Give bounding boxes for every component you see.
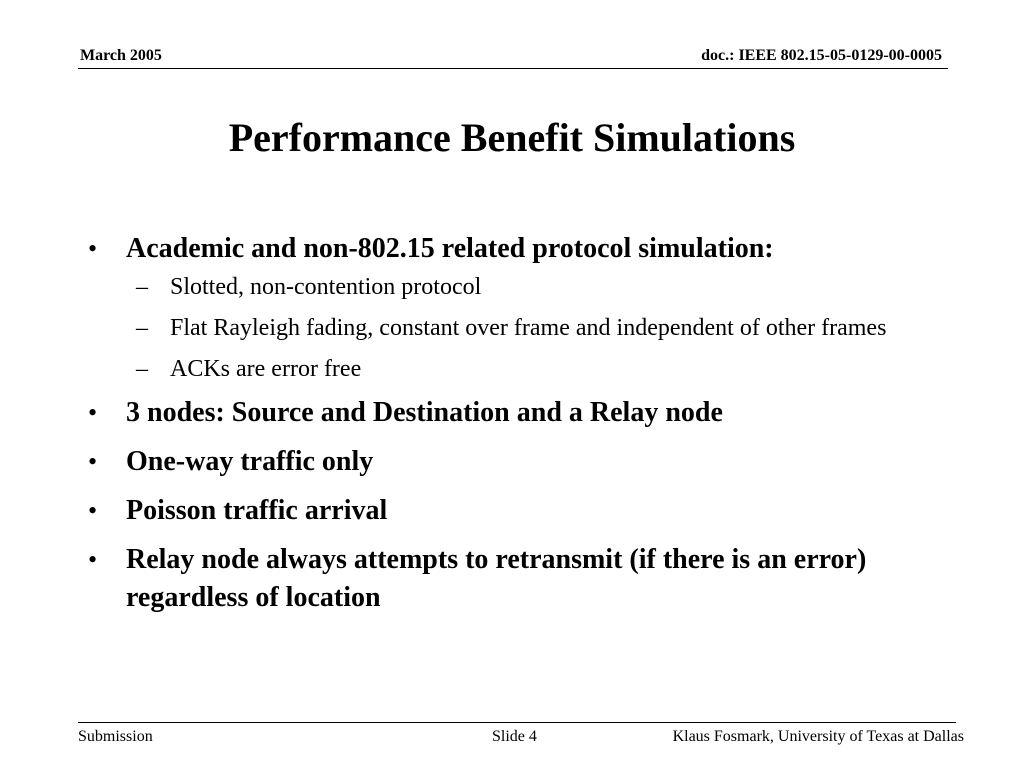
bullet-item (86, 541, 966, 617)
bullet-text: Academic and non-802.15 related protocol simulation: (126, 233, 774, 264)
header-doc-id: doc.: IEEE 802.15-05-0129-00-0005 (701, 47, 942, 64)
dash-icon: – (136, 315, 148, 341)
bullet-icon: • (88, 447, 98, 476)
sub-bullet-item (86, 271, 960, 304)
header-date: March 2005 (80, 47, 162, 64)
bullet-item (86, 492, 956, 530)
bullet-icon: • (88, 545, 98, 574)
sub-bullet-text: Slotted, non-contention protocol (170, 274, 482, 300)
dash-icon: – (136, 356, 148, 382)
sub-bullet-text: ACKs are error free (170, 356, 362, 382)
bullet-text: Relay node always attempts to retransmit (if there is an error) regardless of location (126, 544, 867, 613)
slide-header (78, 46, 948, 69)
sub-bullet-item (86, 353, 960, 386)
bullet-item (86, 443, 956, 481)
footer-slide-number: Slide 4 (492, 728, 537, 745)
sub-bullet-item (86, 312, 960, 345)
footer-rule (78, 722, 956, 723)
bullet-icon: • (88, 496, 98, 525)
bullet-icon: • (88, 234, 98, 263)
bullet-text: One-way traffic only (126, 446, 374, 477)
bullet-item (86, 394, 956, 432)
bullet-icon: • (88, 398, 98, 427)
bullet-text: 3 nodes: Source and Destination and a Relay node (126, 397, 723, 428)
slide-body (86, 230, 956, 628)
footer-submission: Submission (78, 728, 153, 745)
footer-author: Klaus Fosmark, University of Texas at Dallas (672, 728, 964, 745)
bullet-text: Poisson traffic arrival (126, 495, 388, 526)
dash-icon: – (136, 274, 148, 300)
bullet-item (86, 230, 956, 268)
slide-title: Performance Benefit Simulations (228, 115, 796, 160)
sub-bullet-text: Flat Rayleigh fading, constant over frame and independent of other frames (170, 315, 887, 341)
